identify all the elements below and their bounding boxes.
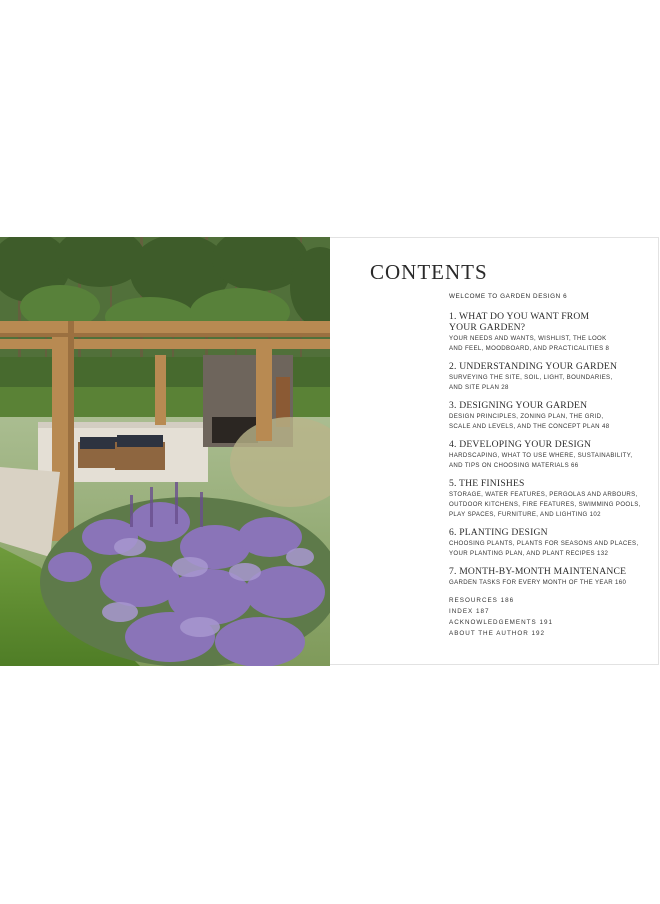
chapter-title: 4. DEVELOPING YOUR DESIGN <box>449 438 592 450</box>
table-of-contents <box>449 293 654 639</box>
chapter-description: GARDEN TASKS FOR EVERY MONTH OF THE YEAR 160 <box>449 579 627 587</box>
toc-chapter-5 <box>449 479 654 520</box>
toc-acknowledgements: ACKNOWLEDGEMENTS 191 <box>449 618 553 626</box>
toc-chapter-1 <box>449 312 654 354</box>
chapter-description: HARDSCAPING, WHAT TO USE WHERE, SUSTAINABILITY, AND TIPS ON CHOOSING MATERIALS 66 <box>449 452 633 470</box>
toc-chapter-3 <box>449 401 654 432</box>
contents-page <box>330 237 659 665</box>
chapter-description: DESIGN PRINCIPLES, ZONING PLAN, THE GRID, SCALE AND LEVELS, AND THE CONCEPT PLAN 48 <box>449 413 610 430</box>
book-spread <box>0 237 660 666</box>
chapter-description: SURVEYING THE SITE, SOIL, LIGHT, BOUNDARIES, AND SITE PLAN 28 <box>449 374 613 391</box>
toc-index: INDEX 187 <box>449 607 490 615</box>
toc-chapter-2 <box>449 362 654 393</box>
contents-heading: CONTENTS <box>370 260 488 284</box>
chapter-title: 1. WHAT DO YOU WANT FROM YOUR GARDEN? <box>449 311 590 333</box>
toc-chapter-4 <box>449 440 654 471</box>
toc-chapter-7 <box>449 567 654 588</box>
chapter-title: 6. PLANTING DESIGN <box>449 526 548 538</box>
garden-photo <box>0 237 330 666</box>
toc-back-matter <box>449 596 654 639</box>
toc-about-the-author: ABOUT THE AUTHOR 192 <box>449 629 546 637</box>
chapter-title: 5. THE FINISHES <box>449 477 525 489</box>
toc-welcome: WELCOME TO GARDEN DESIGN 6 <box>449 293 568 300</box>
chapter-description: CHOOSING PLANTS, PLANTS FOR SEASONS AND PLACES, YOUR PLANTING PLAN, AND PLANT RECIPES 132 <box>449 540 639 558</box>
chapter-description: YOUR NEEDS AND WANTS, WISHLIST, THE LOOK AND FEEL, MOODBOARD, AND PRACTICALITIES 8 <box>449 335 610 352</box>
chapter-description: STORAGE, WATER FEATURES, PERGOLAS AND ARBOURS, OUTDOOR KITCHENS, FIRE FEATURES, SWIMMING POOLS, PLAY SPACES, FURNITURE, AND LIGHTING 102 <box>449 491 641 518</box>
toc-chapter-6 <box>449 528 654 559</box>
toc-resources: RESOURCES 186 <box>449 597 515 605</box>
chapter-title: 2. UNDERSTANDING YOUR GARDEN <box>449 360 618 372</box>
chapter-title: 3. DESIGNING YOUR GARDEN <box>449 399 588 411</box>
chapter-title: 7. MONTH-BY-MONTH MAINTENANCE <box>449 565 627 577</box>
